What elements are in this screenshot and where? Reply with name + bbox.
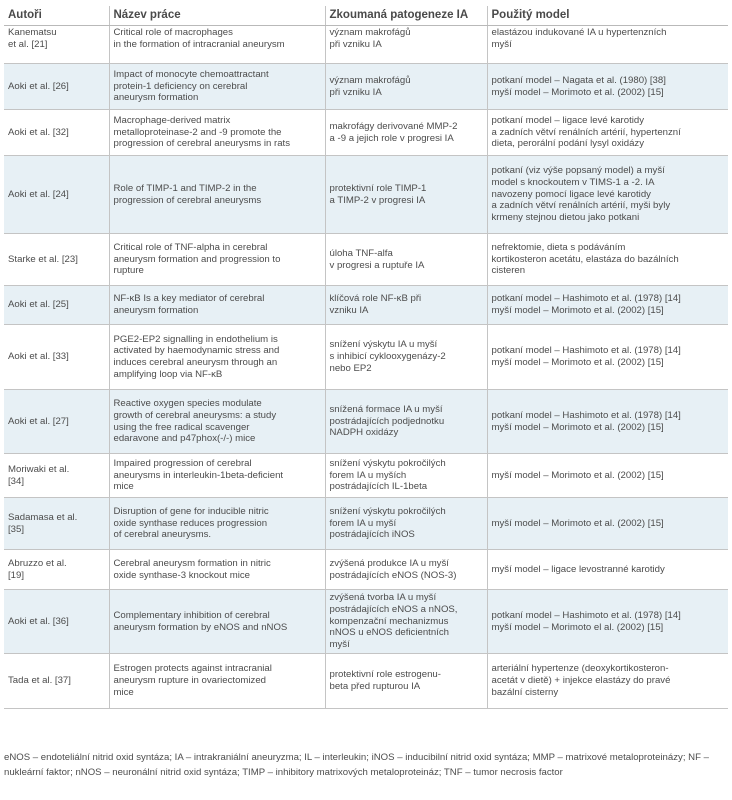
cell-line: potkaní model – Hashimoto et al. (1978) [14] (491, 409, 681, 421)
cell-pathogenesis (325, 286, 487, 325)
cell-line: potkaní model – Nagata et al. (1980) [38] (491, 74, 666, 86)
cell-line: zvýšená tvorba IA u myší (329, 592, 437, 604)
cell-author (4, 454, 109, 498)
cell-pathogenesis (325, 325, 487, 390)
cell-author (4, 64, 109, 110)
cell-line: a zadních větví renálních artérií, myši byly (491, 200, 671, 212)
cell-line: Kanematsu (8, 27, 57, 38)
cell-title (109, 234, 325, 286)
table-row (4, 390, 728, 454)
table-row (4, 654, 728, 709)
cell-line: oxide synthase reduces progression (113, 517, 268, 529)
cell-line: beta před rupturou IA (329, 681, 421, 692)
cell-line: elastázou indukované IA u hypertenzních (491, 27, 667, 38)
cell-model (487, 64, 728, 110)
cell-line: navozeny pomocí ligace levé karotidy (491, 188, 651, 200)
header-title: Název práce (109, 6, 325, 26)
cell-line: aneurysm formation and progression to (113, 253, 281, 265)
table-row (4, 498, 728, 550)
cell-line: v progresi a ruptuře IA (329, 259, 425, 271)
cell-author (4, 325, 109, 390)
cell-line: mice (113, 481, 134, 493)
cell-line: potkaní (viz výše popsaný model) a myší (491, 165, 665, 177)
cell-title (109, 156, 325, 234)
cell-line: Moriwaki et al. (8, 463, 70, 475)
cell-line: snížená formace IA u myší (329, 403, 443, 415)
cell-line: edaravone and p47phox(-/-) mice (113, 433, 256, 445)
cell-line: snížení výskytu pokročilých (329, 505, 446, 517)
table-header-row (4, 6, 728, 26)
cell-line: Impaired progression of cerebral (113, 457, 252, 469)
cell-line: s inhibicí cyklooxygenázy-2 (329, 351, 446, 363)
cell-line: makrofágy derivované MMP-2 (329, 120, 458, 132)
header-model: Použitý model (487, 6, 728, 26)
cell-line: myší model – Morimoto et al. (2002) [15] (491, 86, 664, 98)
cell-line: cisteren (491, 265, 526, 277)
cell-line: Estrogen protects against intracranial (113, 663, 272, 675)
cell-line: Macrophage-derived matrix (113, 114, 231, 126)
cell-title (109, 390, 325, 454)
cell-line: NADPH oxidázy (329, 427, 399, 439)
table-row (4, 286, 728, 325)
cell-line: myší model – ligace levostranné karotidy (491, 563, 665, 575)
cell-title (109, 654, 325, 709)
cell-line: mice (113, 686, 134, 698)
cell-author (4, 286, 109, 325)
cell-line: snížení výskytu pokročilých (329, 457, 446, 469)
cell-author (4, 390, 109, 454)
cell-line: Critical role of macrophages (113, 27, 233, 38)
cell-model (487, 550, 728, 590)
cell-line: Complementary inhibition of cerebral (113, 609, 270, 621)
cell-model (487, 156, 728, 234)
cell-line: protektivní role estrogenu- (329, 669, 441, 681)
table-row (4, 550, 728, 590)
cell-line: progression of cerebral aneurysms in rats (113, 138, 290, 150)
cell-line: Critical role of TNF-alpha in cerebral (113, 241, 268, 253)
cell-line: snížení výskytu IA u myší (329, 339, 438, 351)
cell-line: Sadamasa et al. (8, 511, 78, 523)
footnote: eNOS – endoteliální nitrid oxid syntáza; IA – intrakraniální aneuryzma; IL – interleukin; iNOS – inducibilní nitrid oxid syntáza; MMP – matrixové metaloproteinázy; NF – nukleární faktor; nNOS – neuronální nitrid oxid syntáza; TIMP – inhibitory matrixových metaloproteináz; TNF – tumor necrosis factor (4, 752, 709, 778)
cell-line: nefrektomie, dieta s podáváním (491, 241, 626, 253)
cell-model (487, 26, 728, 64)
cell-line: myší model – Morimoto et al. (2002) [15] (491, 469, 664, 481)
cell-line: krmeny stejnou dietou jako potkani (491, 212, 640, 224)
cell-line: in the formation of intracranial aneurysm (113, 38, 285, 50)
cell-line: myší model – Morimoto el al. (2002) [15] (491, 621, 664, 633)
cell-line: Cerebral aneurysm formation in nitric (113, 557, 271, 569)
cell-line: potkaní model – Hashimoto et al. (1978) [14] (491, 293, 681, 305)
cell-line: význam makrofágů (329, 27, 411, 38)
cell-line: Reactive oxygen species modulate (113, 398, 262, 410)
cell-line: Aoki et al. [32] (8, 126, 69, 138)
cell-line: Aoki et al. [33] (8, 351, 69, 363)
cell-line: forem IA u myších (329, 469, 407, 481)
cell-pathogenesis (325, 26, 487, 64)
cell-line: induces cerebral aneurysm through an (113, 357, 278, 368)
cell-line: protektivní role TIMP-1 (329, 182, 427, 194)
table-body (4, 26, 728, 709)
cell-line: myší (491, 38, 512, 50)
cell-line: nNOS u eNOS deficientních (329, 627, 449, 639)
cell-model (487, 390, 728, 454)
cell-line: Aoki et al. [25] (8, 299, 69, 311)
cell-pathogenesis (325, 550, 487, 590)
cell-pathogenesis (325, 64, 487, 110)
cell-line: nebo EP2 (329, 362, 372, 374)
cell-model (487, 498, 728, 550)
cell-line: potkaní model – Hashimoto et al. (1978) [14] (491, 609, 681, 621)
cell-line: a zadních větví renálních artérií, hypertenzní (491, 126, 681, 138)
cell-line: Aoki et al. [26] (8, 80, 69, 92)
data-table (4, 6, 728, 709)
cell-line: postrádajících eNOS a nNOS, (329, 603, 458, 615)
cell-line: klíčová role NF-κB při (329, 293, 422, 305)
cell-title (109, 550, 325, 590)
cell-line: forem IA u myší (329, 517, 397, 529)
cell-line: aneurysm formation (113, 305, 199, 316)
cell-title (109, 498, 325, 550)
cell-line: Aoki et al. [36] (8, 615, 69, 627)
document (4, 6, 728, 709)
cell-line: aneurysm formation (113, 92, 199, 104)
cell-line: význam makrofágů (329, 74, 411, 86)
table-row (4, 454, 728, 498)
cell-title (109, 64, 325, 110)
cell-line: Impact of monocyte chemoattractant (113, 68, 269, 80)
cell-author (4, 26, 109, 64)
cell-model (487, 654, 728, 709)
cell-line: a TIMP-2 v progresi IA (329, 194, 426, 206)
cell-line: NF-κB Is a key mediator of cerebral (113, 293, 265, 305)
cell-line: myší model – Morimoto et al. (2002) [15] (491, 305, 664, 316)
cell-title (109, 110, 325, 156)
cell-line: model s knockoutem v TIMS-1 a -2. IA (491, 176, 655, 188)
cell-line: potkaní model – Hashimoto et al. (1978) [14] (491, 345, 681, 357)
cell-line: myší model – Morimoto et al. (2002) [15] (491, 357, 664, 368)
cell-line: protein-1 deficiency on cerebral (113, 80, 248, 92)
cell-line: myší model – Morimoto et al. (2002) [15] (491, 517, 664, 529)
cell-pathogenesis (325, 156, 487, 234)
cell-line: potkaní model – ligace levé karotidy (491, 114, 645, 126)
cell-line: Aoki et al. [27] (8, 415, 69, 427)
cell-model (487, 234, 728, 286)
cell-model (487, 286, 728, 325)
cell-line: amplifying loop via NF-κB (113, 368, 223, 380)
cell-line: při vzniku IA (329, 38, 382, 50)
cell-model (487, 325, 728, 390)
table-row (4, 26, 728, 64)
header-authors: Autoři (4, 6, 109, 26)
cell-title (109, 286, 325, 325)
table-row (4, 64, 728, 110)
cell-line: kortikosteron acetátu, elastáza do bazálních (491, 253, 679, 265)
cell-author (4, 498, 109, 550)
cell-title (109, 454, 325, 498)
cell-pathogenesis (325, 390, 487, 454)
cell-author (4, 590, 109, 654)
cell-pathogenesis (325, 498, 487, 550)
cell-line: using the free radical scavenger (113, 421, 250, 433)
cell-line: PGE2-EP2 signalling in endothelium is (113, 333, 278, 345)
cell-line: aneurysm rupture in ovariectomized (113, 675, 267, 687)
cell-line: et al. [21] (8, 38, 48, 50)
cell-line: aneurysm formation by eNOS and nNOS (113, 621, 288, 633)
cell-line: postrádajících eNOS (NOS-3) (329, 569, 457, 581)
cell-line: a -9 a jejich role v progresi IA (329, 132, 454, 144)
table-row (4, 325, 728, 390)
cell-pathogenesis (325, 654, 487, 709)
cell-model (487, 590, 728, 654)
cell-line: úloha TNF-alfa (329, 247, 393, 259)
cell-author (4, 654, 109, 709)
cell-line: Aoki et al. [24] (8, 188, 69, 200)
cell-line: Disruption of gene for inducible nitric (113, 505, 269, 517)
cell-line: acetát v dietě) + injekce elastázy do pravé (491, 675, 671, 687)
cell-line: myší (329, 639, 350, 651)
cell-pathogenesis (325, 234, 487, 286)
cell-line: bazální cisterny (491, 686, 559, 698)
cell-line: postrádajících IL-1beta (329, 481, 428, 493)
cell-pathogenesis (325, 110, 487, 156)
cell-model (487, 110, 728, 156)
cell-line: rupture (113, 265, 144, 277)
cell-line: progression of cerebral aneurysms (113, 194, 262, 206)
cell-line: [34] (8, 475, 25, 487)
cell-line: Tada et al. [37] (8, 675, 71, 687)
cell-line: oxide synthase-3 knockout mice (113, 569, 251, 581)
table-row (4, 110, 728, 156)
cell-line: activated by haemodynamic stress and (113, 345, 280, 357)
cell-line: [35] (8, 523, 25, 535)
table-row (4, 234, 728, 286)
cell-line: vzniku IA (329, 305, 369, 316)
cell-author (4, 234, 109, 286)
cell-line: dieta, perorální podání lysyl oxidázy (491, 138, 645, 150)
table-row (4, 590, 728, 654)
cell-title (109, 26, 325, 64)
cell-line: Starke et al. [23] (8, 253, 78, 265)
cell-title (109, 590, 325, 654)
cell-line: Abruzzo et al. (8, 557, 67, 569)
cell-author (4, 550, 109, 590)
cell-pathogenesis (325, 454, 487, 498)
cell-line: metalloproteinase-2 and -9 promote the (113, 126, 282, 138)
cell-line: postrádajících podjednotku (329, 415, 445, 427)
cell-model (487, 454, 728, 498)
cell-title (109, 325, 325, 390)
cell-author (4, 156, 109, 234)
cell-line: [19] (8, 569, 25, 581)
cell-line: myší model – Morimoto et al. (2002) [15] (491, 421, 664, 433)
cell-pathogenesis (325, 590, 487, 654)
cell-line: kompenzační mechanizmus (329, 615, 449, 627)
cell-author (4, 110, 109, 156)
cell-line: aneurysms in interleukin-1beta-deficient (113, 469, 284, 481)
cell-line: při vzniku IA (329, 86, 382, 98)
cell-line: growth of cerebral aneurysms: a study (113, 409, 277, 421)
cell-line: arteriální hypertenze (deoxykortikosteron- (491, 663, 669, 675)
table-row (4, 156, 728, 234)
header-pathogenesis: Zkoumaná patogeneze IA (325, 6, 487, 26)
cell-line: Role of TIMP-1 and TIMP-2 in the (113, 182, 257, 194)
cell-line: zvýšená produkce IA u myší (329, 557, 449, 569)
cell-line: postrádajících iNOS (329, 529, 415, 541)
cell-line: of cerebral aneurysms. (113, 529, 212, 541)
